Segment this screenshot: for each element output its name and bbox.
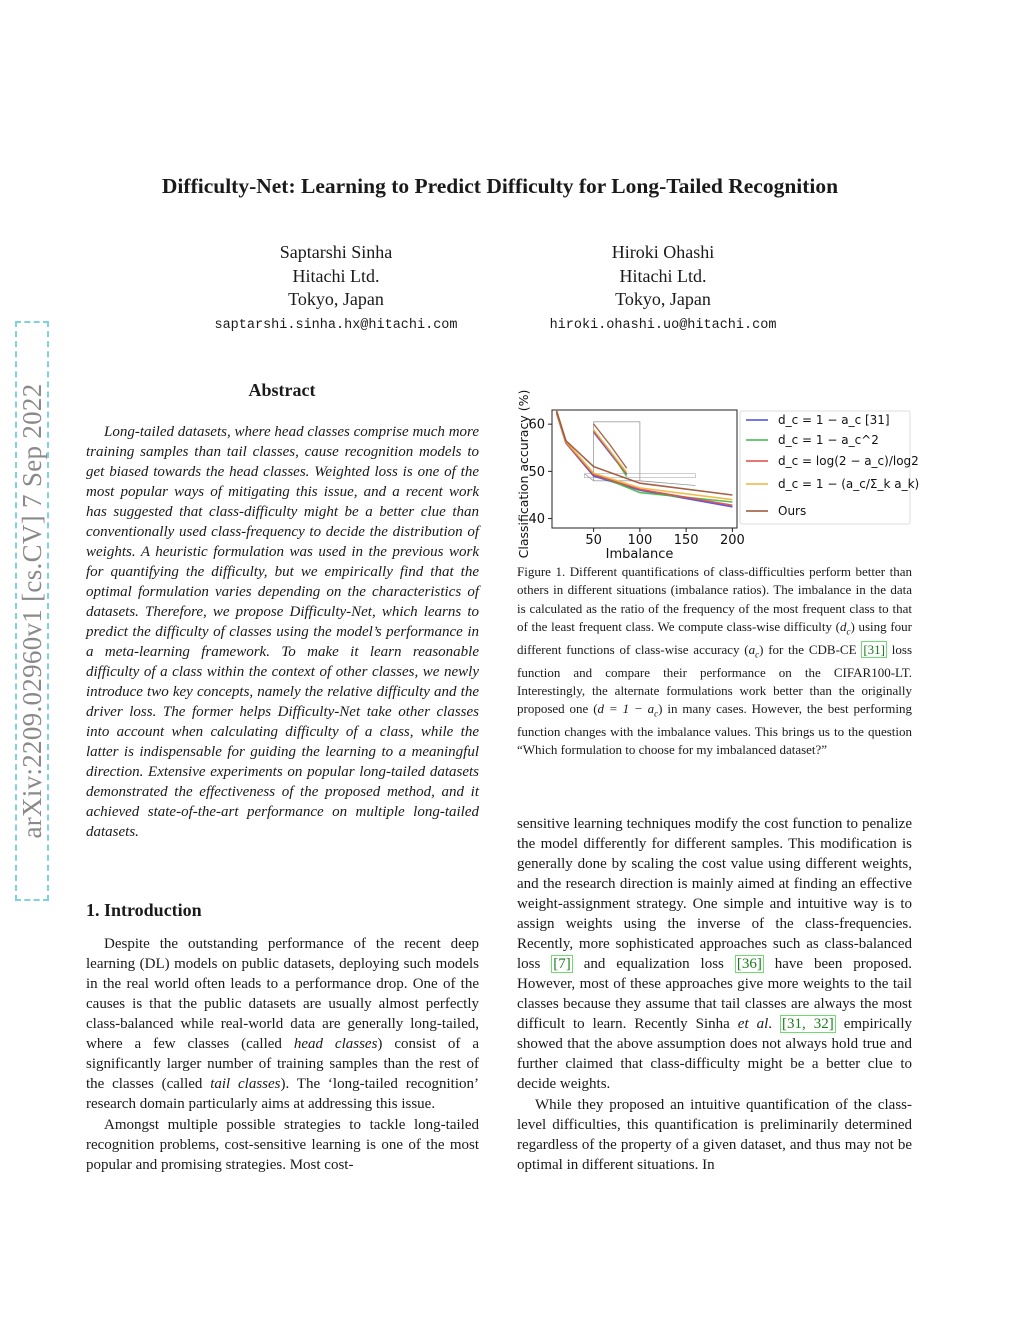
citation-link[interactable]: [7] bbox=[553, 956, 571, 972]
legend-label-3: d_c = 1 − (a_c/Σ_k a_k) bbox=[778, 477, 920, 491]
legend-label-1: d_c = 1 − a_c^2 bbox=[778, 433, 879, 447]
x-tick-label: 100 bbox=[627, 533, 653, 548]
text-run: have been proposed. However, most of these approaches give more weights to the tail classes because they assume that tail classes are always the most difficult to learn. Recently Sinha bbox=[517, 956, 912, 1032]
text-run: empirically showed that the above assumption does not always hold true and further claimed that class-difficulty might be a better clue to decide weights. bbox=[517, 1016, 912, 1092]
text-run: Figure 1. Different quantifications of class-difficulties perform better than others in different situations (imbalance ratios). The imbalance in the data is calculated as the ratio of the frequency of the most frequent class to that of the least frequent class. We compute class-wise difficulty ( bbox=[517, 564, 912, 634]
author-1-affiliation: Hitachi Ltd. bbox=[292, 265, 380, 286]
inset-box bbox=[594, 422, 640, 481]
term-head-classes: head classes bbox=[293, 1036, 378, 1052]
figure-1-chart bbox=[510, 378, 920, 560]
math-ac: a bbox=[748, 641, 756, 657]
math-dc: d bbox=[839, 618, 847, 634]
x-axis-label: Imbalance bbox=[605, 547, 674, 560]
section-heading-introduction: 1. Introduction bbox=[86, 900, 202, 920]
citation-link[interactable]: [31] bbox=[863, 641, 885, 657]
text-run: Despite the outstanding performance of the recent deep learning (DL) models on public datasets, deploying such models in the real world often leads to a performance drop. One of the causes is that the public datasets are usually almost perfectly class-balanced while real-world data are generally long-tailed, where a few classes (called bbox=[86, 936, 479, 1052]
arxiv-identifier: arXiv:2209.02960v1 [cs.CV] 7 Sep 2022 bbox=[15, 321, 49, 901]
y-tick-label: 40 bbox=[528, 512, 545, 528]
math-formula: d = 1 − a bbox=[597, 701, 655, 717]
text-run: loss function and compare their performance on the CIFAR100-LT. Interestingly, the alternate formulations work better than the originally proposed one ( bbox=[517, 641, 913, 717]
y-tick-label: 60 bbox=[528, 417, 545, 433]
text-run: ). The ‘long-tailed recognition’ research domain particularly aims at addressing this issue. bbox=[86, 1076, 480, 1112]
right-column-body bbox=[517, 814, 912, 1175]
author-2-location: Tokyo, Japan bbox=[615, 289, 711, 309]
author-2-email[interactable]: hiroki.ohashi.uo@hitachi.com bbox=[549, 317, 777, 333]
text-run: and equalization loss bbox=[572, 956, 735, 972]
x-tick-label: 50 bbox=[585, 533, 602, 548]
legend-label-2: d_c = log(2 − a_c)/log2 bbox=[778, 454, 919, 468]
text-run: ) for the CDB-CE bbox=[759, 641, 862, 657]
intro-paragraph-2: Amongst multiple possible strategies to tackle long-tailed recognition problems, cost-sensitive learning is one of the most popular and promising strategies. Most cost- bbox=[86, 1117, 479, 1173]
author-1-location: Tokyo, Japan bbox=[288, 289, 384, 309]
series-line-4 bbox=[557, 411, 733, 495]
author-2 bbox=[549, 241, 777, 337]
chart-series bbox=[557, 411, 733, 507]
citation-link[interactable]: [36] bbox=[736, 956, 762, 972]
inset-series-line-2 bbox=[594, 431, 627, 474]
author-2-affiliation: Hitachi Ltd. bbox=[619, 265, 707, 286]
inset-series-line-3 bbox=[594, 430, 627, 473]
citation-link[interactable]: [31, 32] bbox=[782, 1016, 834, 1032]
author-1 bbox=[214, 241, 458, 337]
text-run: ) in many cases. However, the best performing function changes with the imbalance values. This brings us to the question “Which formulation to choose for my imbalanced dataset?” bbox=[517, 701, 912, 758]
intro-paragraph-1 bbox=[86, 934, 479, 1114]
text-run: ) consist of a significantly larger number of training samples than the rest of the classes (called bbox=[86, 1036, 479, 1092]
legend-label-4: Ours bbox=[778, 504, 807, 518]
right-paragraph-1 bbox=[517, 814, 912, 1094]
right-paragraph-2: While they proposed an intuitive quantification of the class-level difficulties, this quantification is preliminarily determined regardless of the property of a given dataset, and thus may not be optimal in different situations. In bbox=[517, 1097, 912, 1173]
author-1-email[interactable]: saptarshi.sinha.hx@hitachi.com bbox=[214, 317, 458, 333]
term-tail-classes: tail classes bbox=[210, 1076, 281, 1092]
plot-frame bbox=[552, 410, 737, 528]
inset-series-line-4 bbox=[594, 424, 627, 468]
legend-label-0: d_c = 1 − a_c [31] bbox=[778, 413, 890, 427]
y-axis-label: Classification accuracy (%) bbox=[516, 389, 531, 559]
y-tick-label: 50 bbox=[528, 464, 545, 480]
text-run: sensitive learning techniques modify the cost function to penalize the model differently for different samples. This modification is generally done by scaling the cost value using different weights, and the research direction is mainly aimed at finding an effective weight-assignment strategy. One simple and intuitive way is to assign weights using the inverse of the class-frequencies. Recently, more sophisticated approaches such as class-balanced loss bbox=[517, 816, 912, 972]
text-run: . bbox=[768, 1016, 780, 1032]
introduction-body bbox=[86, 934, 479, 1175]
abstract-heading: Abstract bbox=[248, 380, 316, 400]
figure-1-caption: Figure 1. Different quantifications of class-difficulties perform better than others in different situations (imbalance ratios). The imbalance in the data is calculated as the ratio of the frequency of the most frequent class to that of the least frequent class. We compute class-wise difficulty $(d_c)$ using four different functions of class-wise accuracy $(a_c)$ for the CDB-CE [31] loss function and compare their performance on the CIFAR100-LT. Interestingly, the alternate formulations work better than the originally proposed one $(d = 1 - a_c)$ in many cases. However, the best performing function changes with the imbalance values. This brings us to the question “Which formulation to choose for my imbalanced dataset?” bbox=[517, 564, 913, 758]
x-tick-label: 200 bbox=[719, 533, 745, 548]
chart-axes bbox=[516, 390, 745, 560]
abstract-text: Long-tailed datasets, where head classes comprise much more training samples than tail classes, cause recognition models to get biased towards the head classes. Weighted loss is one of the most popular ways of mitigating this issue, and a recent work has suggested that class-difficulty might be a better clue than conventionally used class-frequency to decide the distribution of weights. A heuristic formulation was used in the previous work for quantifying the difficulty, but we empirically find that the optimal formulation varies depending on the characteristics of datasets. Therefore, we propose Difficulty-Net, which learns to predict the difficulty of classes using the model’s performance in a meta-learning framework. To make it learn reasonable difficulty of a class within the context of other classes, we newly introduce two key concepts, namely the relative difficulty and the driver loss. The former helps Difficulty-Net take other classes into account when calculating difficulty of a class, while the latter is indispensable for guiding the learning to a meaningful direction. Extensive experiments on popular long-tailed datasets demonstrated the effectiveness of the proposed method, and it achieved state-of-the-art performance on multiple long-tailed datasets. bbox=[86, 424, 479, 840]
x-tick-label: 150 bbox=[673, 533, 699, 548]
paper-title: Difficulty-Net: Learning to Predict Difficulty for Long-Tailed Recognition bbox=[161, 174, 839, 198]
chart-legend bbox=[740, 411, 919, 524]
text-run: ) using four different functions of class-wise accuracy ( bbox=[517, 618, 912, 657]
author-2-name: Hiroki Ohashi bbox=[611, 242, 715, 262]
author-1-name: Saptarshi Sinha bbox=[279, 242, 393, 262]
et-al: et al bbox=[737, 1016, 769, 1032]
